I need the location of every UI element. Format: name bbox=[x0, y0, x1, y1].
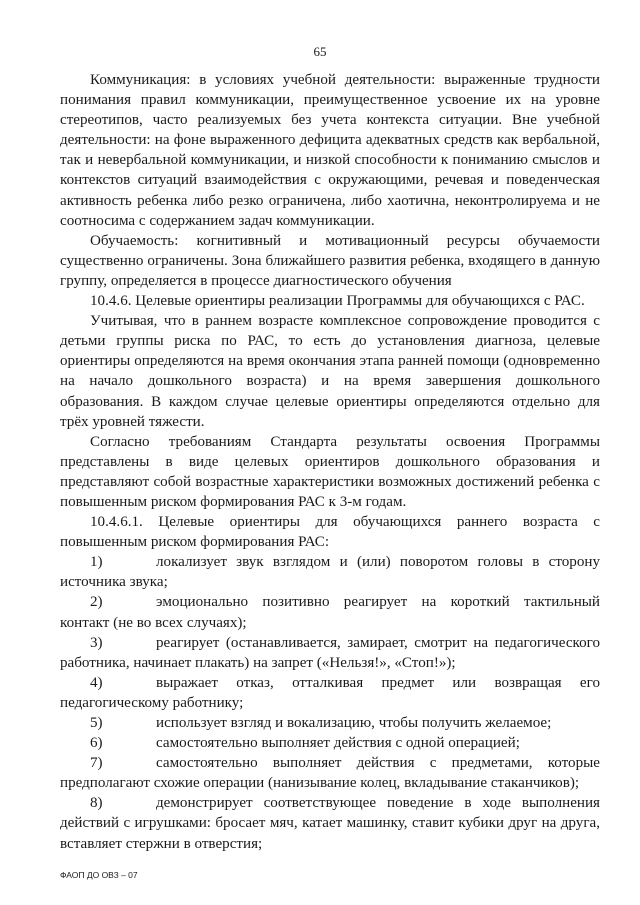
list-item-number: 6) bbox=[90, 735, 103, 752]
footer-document-code: ФАОП ДО ОВЗ – 07 bbox=[60, 870, 138, 880]
list-item-number: 8) bbox=[90, 795, 103, 812]
list-item-text: эмоционально позитивно реагирует на короткий тактильный контакт (не во всех случаях); bbox=[60, 594, 600, 631]
list-item-number: 1) bbox=[90, 554, 103, 571]
list-item-number: 4) bbox=[90, 674, 103, 691]
list-item-text: самостоятельно выполняет действия с одной операцией; bbox=[156, 735, 520, 752]
list-item bbox=[60, 733, 600, 753]
list-item-text: демонстрирует соответствующее поведение в ходе выполнения действий с игрушками: бросает мяч, катает машинку, ставит кубики друг на друга, вставляет стержни в отверстия; bbox=[60, 795, 600, 852]
list-item bbox=[60, 753, 600, 793]
paragraph-early-age: Учитывая, что в раннем возрасте комплексное сопровождение проводится с детьми группы риска по РАС, то есть до установления диагноза, целевые ориентиры определяются на время окончания этапа ранней помощи (одновременно на начало дошкольного возраста) и на время завершения дошкольного образования. В каждом случае целевые ориентиры определяются отдельно для трёх уровней тяжести. bbox=[60, 313, 600, 430]
list-item bbox=[60, 592, 600, 632]
list-item-text: реагирует (останавливается, замирает, смотрит на педагогического работника, начинает плакать) на запрет («Нельзя!», «Стоп!»); bbox=[60, 634, 600, 671]
list-item bbox=[60, 633, 600, 673]
document-body bbox=[60, 70, 600, 854]
list-item-number: 2) bbox=[90, 594, 103, 611]
paragraph-communication: Коммуникация: в условиях учебной деятельности: выраженные трудности понимания правил коммуникации, преимущественное усвоение их на уровне стереотипов, часто реализуемых без учета контекста ситуации. Вне учебной деятельности: на фоне выраженного дефицита адекватных средств как вербальной, так и невербальной коммуникации, и низкой способности к пониманию смыслов и контекстов ситуаций взаимодействия с окружающими, речевая и поведенческая активность ребенка либо резко ограничена, либо хаотична, неконтролируема и не соотносима с содержанием задач коммуникации. bbox=[60, 72, 600, 229]
list-item-text: локализует звук взглядом и (или) поворотом головы в сторону источника звука; bbox=[60, 554, 600, 591]
section-heading-10-4-6: 10.4.6. Целевые ориентиры реализации Программы для обучающихся с РАС. bbox=[90, 293, 585, 310]
list-item-text: самостоятельно выполняет действия с предметами, которые предполагают схожие операции (нанизывание колец, вкладывание стаканчиков); bbox=[60, 755, 600, 792]
list-item bbox=[60, 552, 600, 592]
list-item-text: выражает отказ, отталкивая предмет или возвращая его педагогическому работнику; bbox=[60, 674, 600, 711]
list-item-number: 7) bbox=[90, 755, 103, 772]
list-item bbox=[60, 713, 600, 733]
paragraph-learnability: Обучаемость: когнитивный и мотивационный ресурсы обучаемости существенно ограничены. Зона ближайшего развития ребенка, входящего в данную группу, определяется в процессе диагностического обучения bbox=[60, 232, 600, 289]
page-number: 65 bbox=[313, 44, 327, 59]
list-item-number: 5) bbox=[90, 715, 103, 731]
section-heading-10-4-6-1: 10.4.6.1. Целевые ориентиры для обучающихся раннего возраста с повышенным риском формирования РАС: bbox=[60, 514, 600, 551]
list-item bbox=[60, 793, 600, 853]
list-item bbox=[60, 673, 600, 713]
list-item-number: 3) bbox=[90, 634, 103, 651]
list-item-text: использует взгляд и вокализацию, чтобы получить желаемое; bbox=[156, 715, 552, 731]
paragraph-standard: Согласно требованиям Стандарта результаты освоения Программы представлены в виде целевых ориентиров дошкольного образования и представляют собой возрастные характеристики возможных достижений ребенка с повышенным риском формирования РАС к 3-м годам. bbox=[60, 433, 600, 510]
